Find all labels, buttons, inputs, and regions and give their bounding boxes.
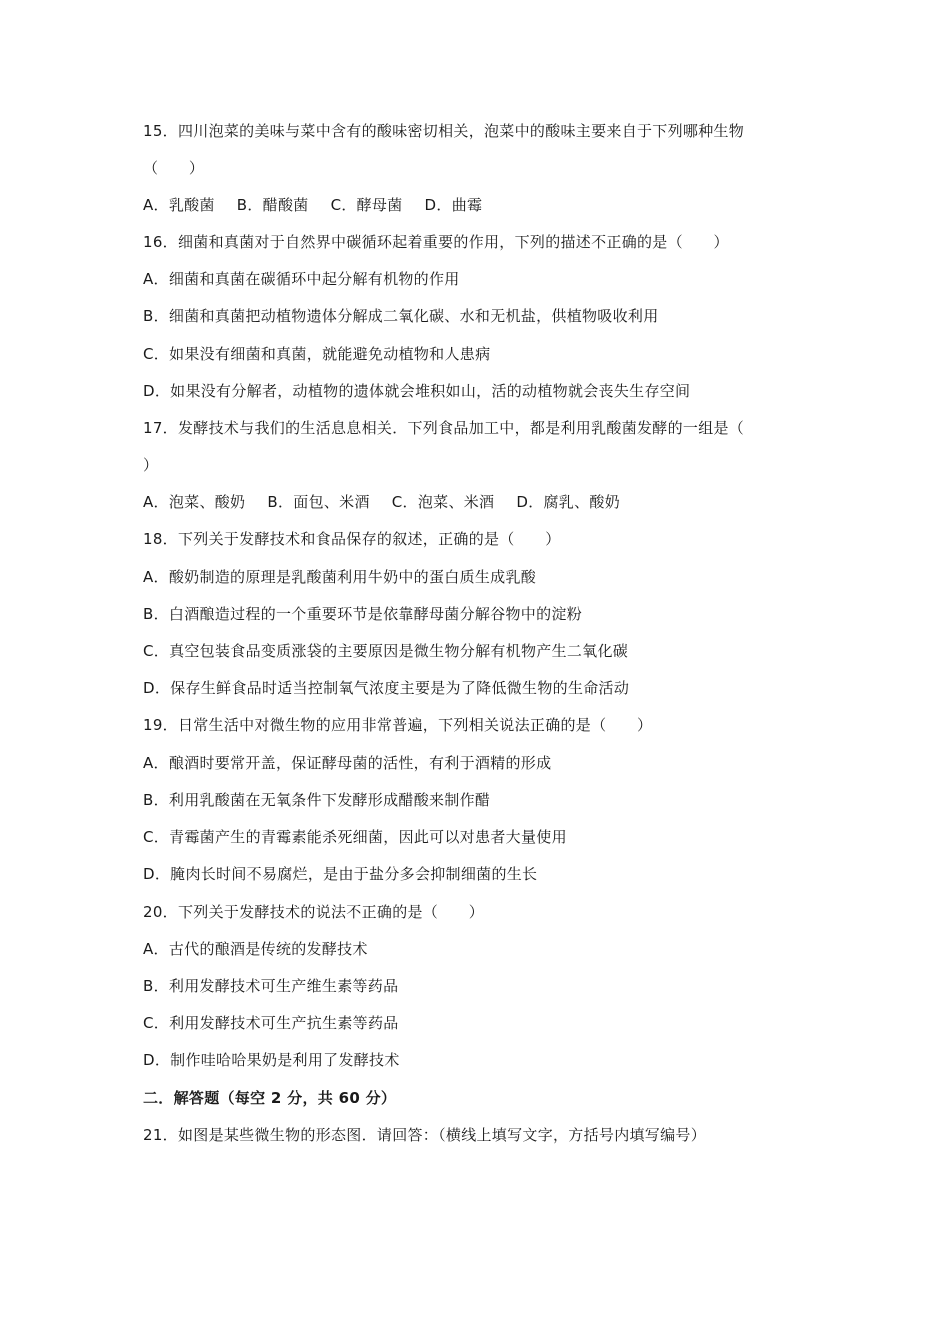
q16-stem: 16．细菌和真菌对于自然界中碳循环起着重要的作用，下列的描述不正确的是（ ） [143,233,729,251]
q19-option-d: D．腌肉长时间不易腐烂，是由于盐分多会抑制细菌的生长 [143,865,538,883]
q17-option-d: D．腐乳、酸奶 [516,493,621,511]
q20-option-c: C．利用发酵技术可生产抗生素等药品 [143,1014,399,1032]
q15-option-d: D．曲霉 [424,196,483,214]
q16-option-b: B．细菌和真菌把动植物遗体分解成二氧化碳、水和无机盐，供植物吸收利用 [143,307,659,325]
q18-option-d: D．保存生鲜食品时适当控制氧气浓度主要是为了降低微生物的生命活动 [143,679,630,697]
q16-option-d: D．如果没有分解者，动植物的遗体就会堆积如山，活的动植物就会丧失生存空间 [143,382,691,400]
section-heading: 二．解答题（每空 2 分，共 60 分） [143,1089,397,1107]
q17-options [143,492,620,512]
q18-option-a: A．酸奶制造的原理是乳酸菌利用牛奶中的蛋白质生成乳酸 [143,568,537,586]
q15-stem: 15．四川泡菜的美味与菜中含有的酸味密切相关，泡菜中的酸味主要来自于下列哪种生物 [143,122,745,140]
q17-option-a: A．泡菜、酸奶 [143,493,246,511]
q15-option-b: B．醋酸菌 [236,196,309,214]
q17-option-b: B．面包、米酒 [267,493,370,511]
q17-stem: 17．发酵技术与我们的生活息息相关．下列食品加工中，都是利用乳酸菌发酵的一组是（ [143,419,745,437]
q20-stem: 20．下列关于发酵技术的说法不正确的是（ ） [143,903,484,921]
q17-option-c: C．泡菜、米酒 [391,493,495,511]
q16-option-c: C．如果没有细菌和真菌，就能避免动植物和人患病 [143,345,491,363]
q19-option-c: C．青霉菌产生的青霉素能杀死细菌，因此可以对患者大量使用 [143,828,567,846]
q19-option-b: B．利用乳酸菌在无氧条件下发酵形成醋酸来制作醋 [143,791,491,809]
q19-option-a: A．酿酒时要常开盖，保证酵母菌的活性，有利于酒精的形成 [143,754,552,772]
q21-stem: 21．如图是某些微生物的形态图．请回答：（横线上填写文字，方括号内填写编号） [143,1126,706,1144]
q15-option-c: C．酵母菌 [330,196,403,214]
q18-option-b: B．白酒酿造过程的一个重要环节是依靠酵母菌分解谷物中的淀粉 [143,605,582,623]
q15-options [143,195,482,215]
q20-option-b: B．利用发酵技术可生产维生素等药品 [143,977,399,995]
q16-option-a: A．细菌和真菌在碳循环中起分解有机物的作用 [143,270,460,288]
q20-option-a: A．古代的酿酒是传统的发酵技术 [143,940,368,958]
q19-stem: 19．日常生活中对微生物的应用非常普遍，下列相关说法正确的是（ ） [143,716,653,734]
q18-option-c: C．真空包装食品变质涨袋的主要原因是微生物分解有机物产生二氧化碳 [143,642,629,660]
q15-option-a: A．乳酸菌 [143,196,215,214]
q20-option-d: D．制作哇哈哈果奶是利用了发酵技术 [143,1051,400,1069]
q17-stem-cont: ） [143,456,159,474]
q15-stem-cont: （ ） [143,159,205,177]
q18-stem: 18．下列关于发酵技术和食品保存的叙述，正确的是（ ） [143,530,561,548]
